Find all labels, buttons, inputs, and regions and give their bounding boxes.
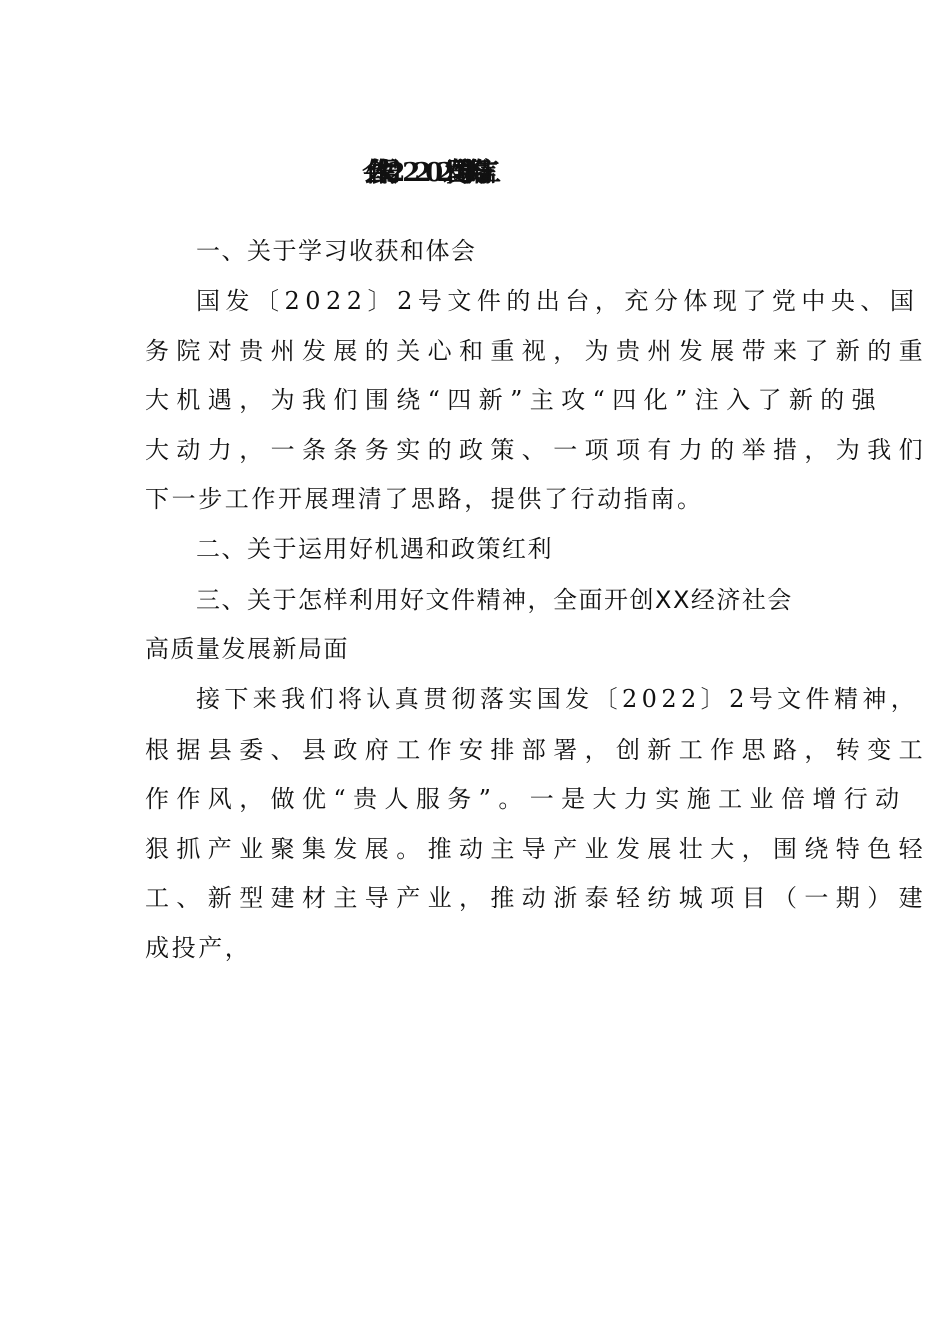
paragraph-1-line-1: 国发〔2022〕2号文件的出台，充分体现了党中央、国 [196,287,920,315]
section-heading-3-line-2: 高质量发展新局面 [145,635,349,663]
section-heading-2: 二、关于运用好机遇和政策红利 [196,535,553,563]
paragraph-1-line-5: 下一步工作开展理清了思路，提供了行动指南。 [145,485,704,513]
section-heading-1: 一、关于学习收获和体会 [196,237,477,265]
paragraph-2-line-2: 根据县委、县政府工作安排部署，创新工作思路，转变工 [145,736,930,764]
document-title [0,153,950,193]
paragraph-1-line-2: 务院对贵州发展的关心和重视，为贵州发展带来了新的重 [145,337,930,365]
paragraph-1-line-4: 大动力，一条条务实的政策、一项项有力的举措，为我们 [145,436,930,464]
paragraph-2-line-5: 工、新型建材主导产业，推动浙泰轻纺城项目（一期）建 [145,884,930,912]
paragraph-2-line-4: 狠抓产业聚集发展。推动主导产业发展壮大，围绕特色轻 [145,835,930,863]
paragraph-1-line-3: 大机遇，为我们围绕“四新”主攻“四化”注入了新的强 [145,386,884,414]
section-heading-3-line-1: 三、关于怎样利用好文件精神，全面开创XX经济社会 [196,586,793,614]
paragraph-2-line-3: 作作风，做优“贵人服务”。一是大力实施工业倍增行动 [145,785,907,813]
paragraph-2-line-1: 接下来我们将认真贯彻落实国发〔2022〕2号文件精神， [196,685,920,713]
paragraph-2-line-6: 成投产， [145,934,252,962]
